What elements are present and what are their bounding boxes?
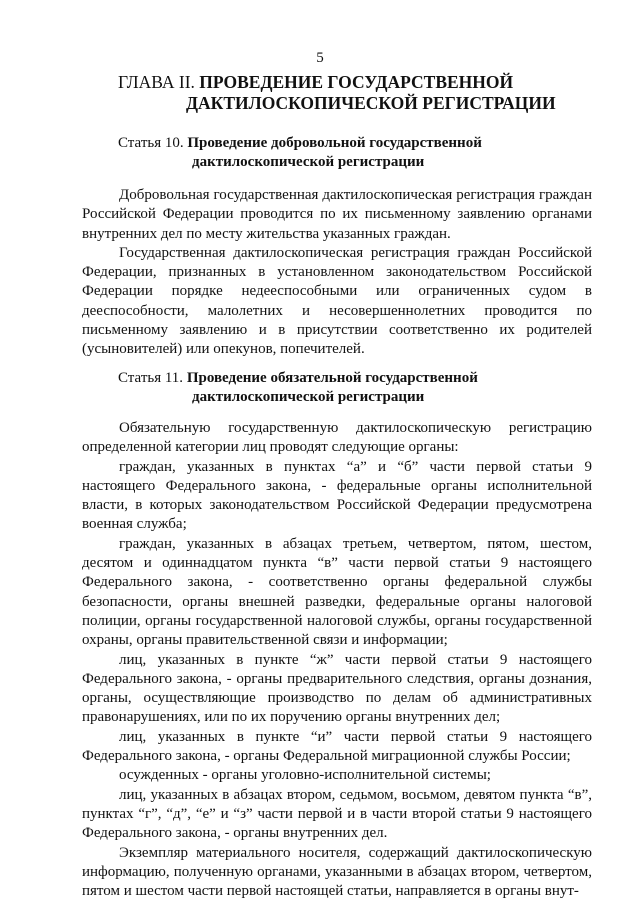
- chapter-prefix: ГЛАВА II.: [118, 72, 195, 92]
- article-11-paragraph-6: осужденных - органы уголовно-исполнительной системы;: [119, 767, 491, 784]
- article-11-paragraph-8: Экземпляр материального носителя, содержащий дактилоскопическую информацию, полученную органами, указанными в абзацах втором, четвертом, пятом и шестом части первой настоящей статьи, направляется в органы внут-: [82, 844, 592, 900]
- article-10-paragraph-2: Государственная дактилоскопическая регистрация граждан Российской Федерации, признанных в установленном законодательством Российской Федерации порядке недееспособными или ограниченных судом в дееспособности, малолетних и несовершеннолетних проводится по письменному заявлению и в присутствии соответственно их родителей (усыновителей) или опекунов, попечителей.: [82, 244, 592, 358]
- article-11-paragraph-5: лиц, указанных в пункте “и” части первой статьи 9 настоящего Федерального закона, - органы Федеральной миграционной службы России;: [82, 728, 592, 765]
- article-11-title-line-1: Проведение обязательной государственной: [186, 370, 478, 386]
- article-11-paragraph-7: лиц, указанных в абзацах втором, седьмом, восьмом, девятом пункта “в”, пунктах “г”, “д”, “е” и “з” части первой и в части второй статьи 9 настоящего Федерального закона, - органы внутренних дел.: [82, 786, 592, 842]
- article-10-title-line-2: дактилоскопической регистрации: [192, 154, 425, 170]
- article-10-prefix: Статья 10.: [118, 135, 184, 151]
- article-11-prefix: Статья 11.: [118, 370, 184, 386]
- chapter-heading: [118, 72, 558, 114]
- article-11-paragraph-1: Обязательную государственную дактилоскопическую регистрацию определенной категории лиц проводят следующие органы:: [82, 420, 592, 456]
- article-10-heading: [118, 134, 578, 172]
- chapter-title-line-1: ПРОВЕДЕНИЕ ГОСУДАРСТВЕННОЙ: [199, 72, 514, 92]
- article-10-paragraph-1: Добровольная государственная дактилоскопическая регистрация граждан Российской Федерации проводится по их письменному заявлению органами внутренних дел по месту жительства указанных граждан.: [82, 187, 592, 242]
- article-11-body: [82, 419, 592, 901]
- chapter-title-line-2: ДАКТИЛОСКОПИЧЕСКОЙ РЕГИСТРАЦИИ: [186, 93, 556, 113]
- article-10-title-line-1: Проведение добровольной государственной: [187, 135, 482, 151]
- article-11-paragraph-2: граждан, указанных в пунктах “а” и “б” части первой статьи 9 настоящего Федерального закона, - федеральные органы исполнительной власти, в которых законодательством Российской Федерации предусмотрена военная служба;: [82, 458, 592, 533]
- article-11-title-line-2: дактилоскопической регистрации: [192, 389, 425, 405]
- page-number: 5: [316, 50, 324, 66]
- article-10-body: [82, 186, 592, 360]
- article-11-paragraph-4: лиц, указанных в пункте “ж” части первой статьи 9 настоящего Федерального закона, - органы предварительного следствия, органы дознания, органы, осуществляющие производство по делам об административных правонарушениях, или по их поручению органы внутренних дел;: [82, 651, 592, 726]
- article-11-paragraph-3: граждан, указанных в абзацах третьем, четвертом, пятом, шестом, десятом и одиннадцатом пункта “в” части первой статьи 9 настоящего Федерального закона, - соответственно органы федеральной службы безопасности, органы внешней разведки, федеральные органы налоговой полиции, органы государственной налоговой службы, органы государственной охраны, органы правительственной связи и информации;: [82, 535, 592, 649]
- article-11-heading: [118, 369, 578, 407]
